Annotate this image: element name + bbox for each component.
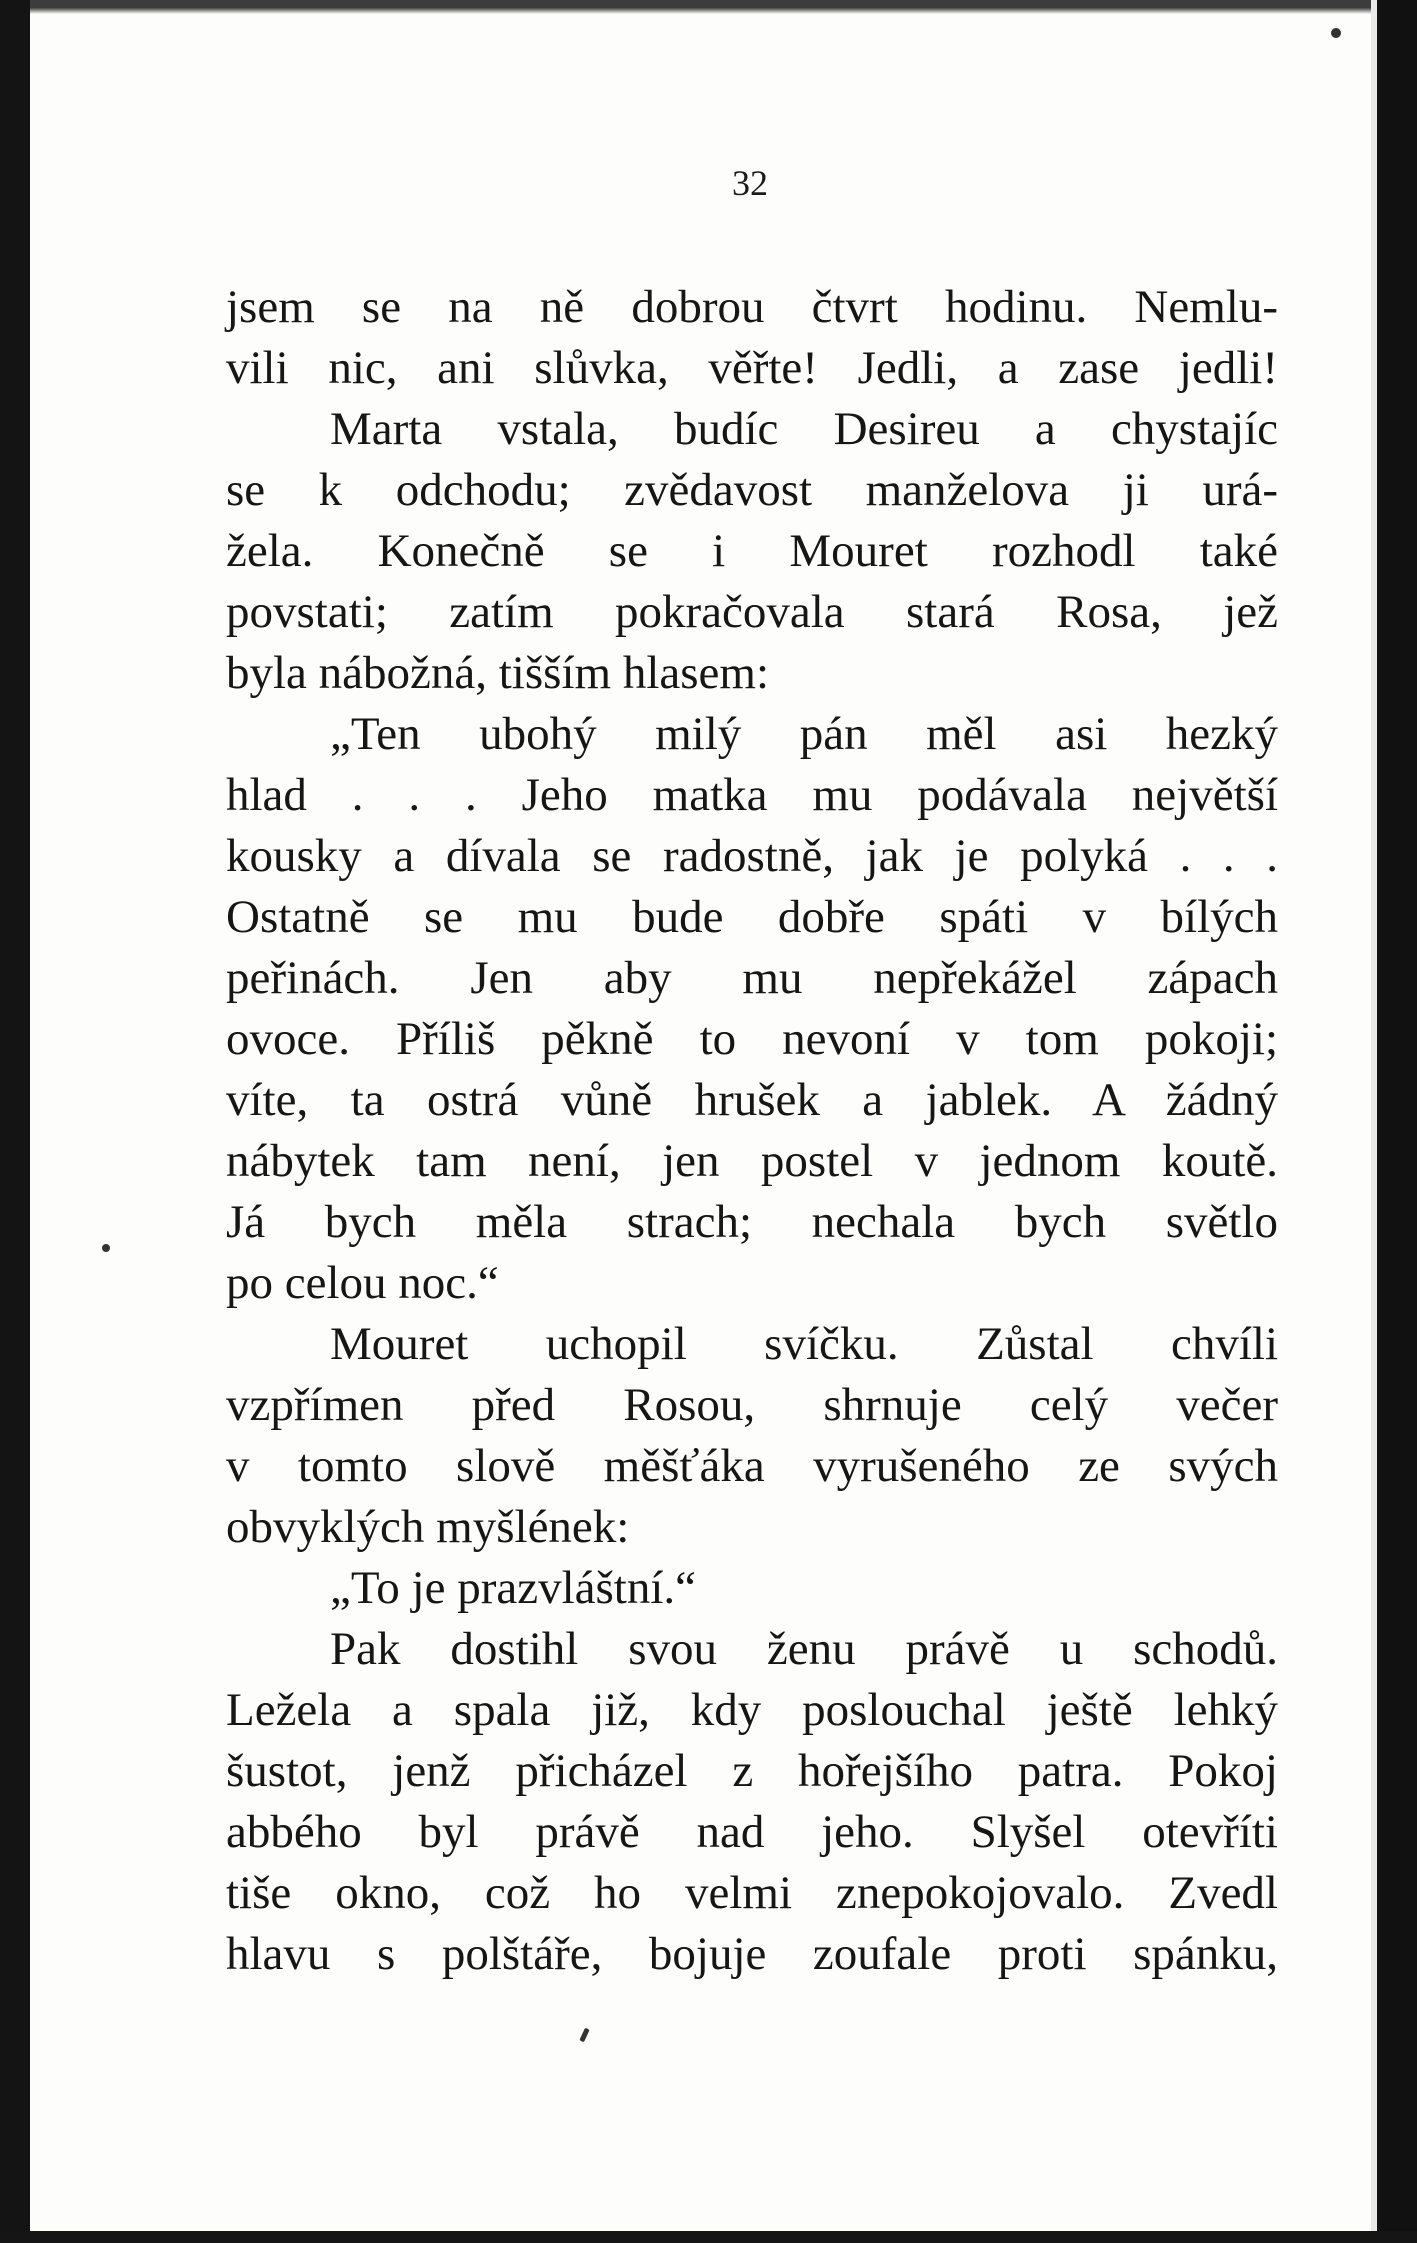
text-line: Mouret uchopil svíčku. Zůstal chvíli <box>330 1318 1278 1370</box>
scan-speck <box>579 2028 589 2043</box>
text-line: šustot, jenž přicházel z hořejšího patra. Pokoj <box>226 1745 1278 1797</box>
text-line: jsem se na ně dobrou čtvrt hodinu. Nemlu- <box>226 281 1278 333</box>
text-line: byla nábožná, tišším hlasem: <box>226 647 770 699</box>
text-line: abbého byl právě nad jeho. Slyšel otevříti <box>226 1806 1278 1858</box>
text-line: ovoce. Příliš pěkně to nevoní v tom pokoji; <box>226 1013 1278 1065</box>
text-line: Ležela a spala již, kdy poslouchal ještě lehký <box>226 1684 1278 1736</box>
text-line: nábytek tam není, jen postel v jednom koutě. <box>226 1135 1278 1187</box>
scan-speck <box>1331 28 1341 38</box>
body-text <box>226 277 1278 1985</box>
text-line: vzpřímen před Rosou, shrnuje celý večer <box>226 1379 1278 1431</box>
text-line: víte, ta ostrá vůně hrušek a jablek. A žádný <box>226 1074 1278 1126</box>
text-line: kousky a dívala se radostně, jak je polyká . . . <box>226 830 1278 882</box>
text-line: „To je prazvláštní.“ <box>330 1562 697 1614</box>
scan-edge-top <box>30 0 1380 14</box>
text-line: Já bych měla strach; nechala bych světlo <box>226 1196 1278 1248</box>
text-line: Ostatně se mu bude dobře spáti v bílých <box>226 891 1278 943</box>
page-number: 32 <box>732 163 768 203</box>
text-line: „Ten ubohý milý pán měl asi hezký <box>330 708 1278 760</box>
text-line: obvyklých myšlének: <box>226 1501 630 1553</box>
text-line: po celou noc.“ <box>226 1257 499 1309</box>
scan-edge-left <box>0 0 30 2243</box>
text-line: v tomto slově měšťáka vyrušeného ze svých <box>226 1440 1278 1492</box>
text-line: žela. Konečně se i Mouret rozhodl také <box>226 525 1278 577</box>
scan-edge-bottom <box>0 2231 1417 2243</box>
text-line: Marta vstala, budíc Desireu a chystajíc <box>330 403 1278 455</box>
text-line: peřinách. Jen aby mu nepřekážel zápach <box>226 952 1278 1004</box>
text-line: Pak dostihl svou ženu právě u schodů. <box>330 1623 1278 1675</box>
text-line: hlad . . . Jeho matka mu podávala největší <box>226 769 1278 821</box>
text-line: tiše okno, což ho velmi znepokojovalo. Zvedl <box>226 1867 1278 1919</box>
scan-speck <box>102 1244 110 1252</box>
text-line: se k odchodu; zvědavost manželova ji urá- <box>226 464 1278 516</box>
text-line: vili nic, ani slůvka, věřte! Jedli, a zase jedli! <box>226 342 1278 394</box>
text-line: povstati; zatím pokračovala stará Rosa, jež <box>226 586 1278 638</box>
scan-edge-right <box>1377 0 1417 2243</box>
text-line: hlavu s polštáře, bojuje zoufale proti spánku, <box>226 1928 1278 1980</box>
